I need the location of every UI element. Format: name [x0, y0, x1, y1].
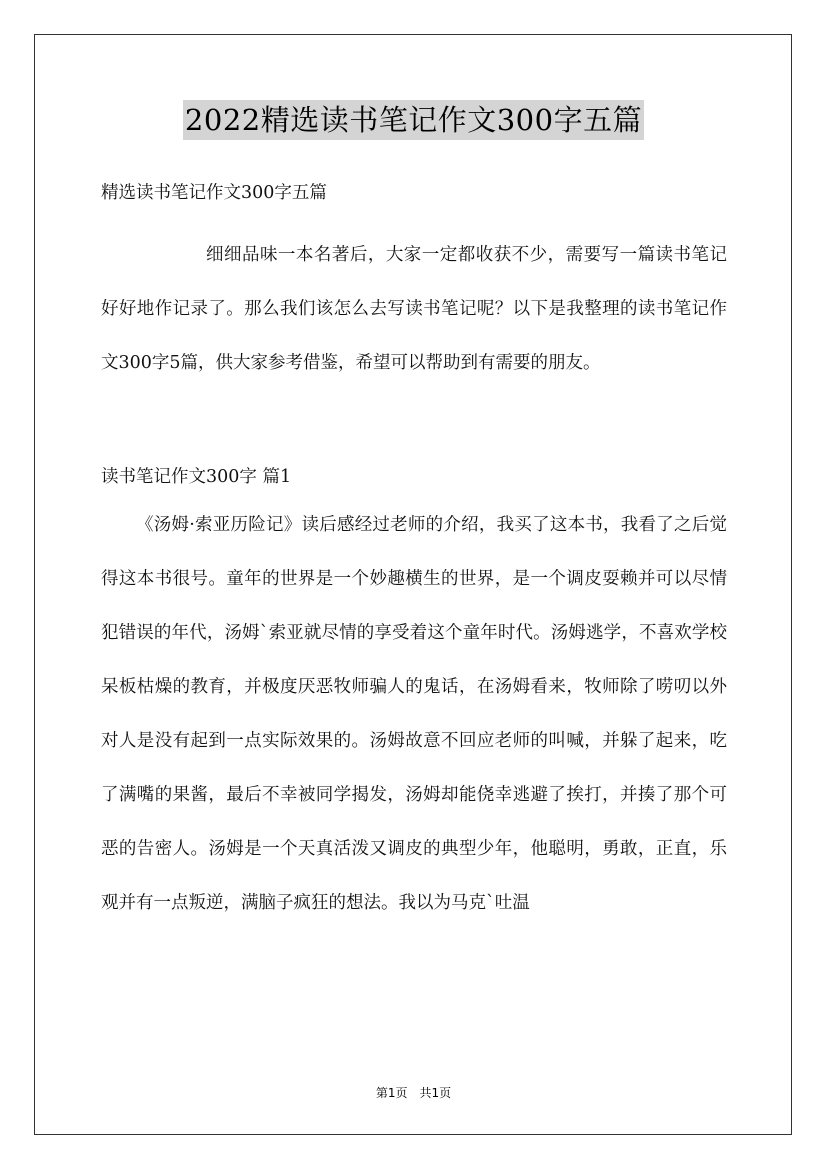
page-number: 第1页	[375, 1086, 408, 1100]
title-container	[0, 100, 827, 140]
document-subtitle: 精选读书笔记作文300字五篇	[101, 183, 327, 203]
document-body	[101, 172, 727, 930]
section-heading: 读书笔记作文300字 篇1	[101, 467, 292, 487]
page-footer	[0, 1084, 827, 1101]
section-body: 《汤姆·索亚历险记》读后感经过老师的介绍，我买了这本书，我看了之后觉得这本书很号。童年的世界是一个妙趣横生的世界，是一个调皮耍赖并可以尽情犯错误的年代，汤姆`索亚就尽情的享受着这个童年时代。汤姆逃学，不喜欢学校呆板枯燥的教育，并极度厌恶牧师骗人的鬼话，在汤姆看来，牧师除了唠叨以外对人是没有起到一点实际效果的。汤姆故意不回应老师的叫喊，并躲了起来，吃了满嘴的果酱，最后不幸被同学揭发，汤姆却能侥幸逃避了挨打，并揍了那个可恶的告密人。汤姆是一个天真活泼又调皮的典型少年，他聪明，勇敢，正直，乐观并有一点叛逆，满脑子疯狂的想法。我以为马克`吐温	[101, 515, 727, 913]
page-total: 共1页	[419, 1086, 452, 1100]
document-title: 2022精选读书笔记作文300字五篇	[183, 100, 644, 140]
intro-paragraph: 细细品味一本名著后，大家一定都收获不少，需要写一篇读书笔记好好地作记录了。那么我们该怎么去写读书笔记呢？以下是我整理的读书笔记作文300字5篇，供大家参考借鉴，希望可以帮助到有需要的朋友。	[101, 245, 727, 373]
